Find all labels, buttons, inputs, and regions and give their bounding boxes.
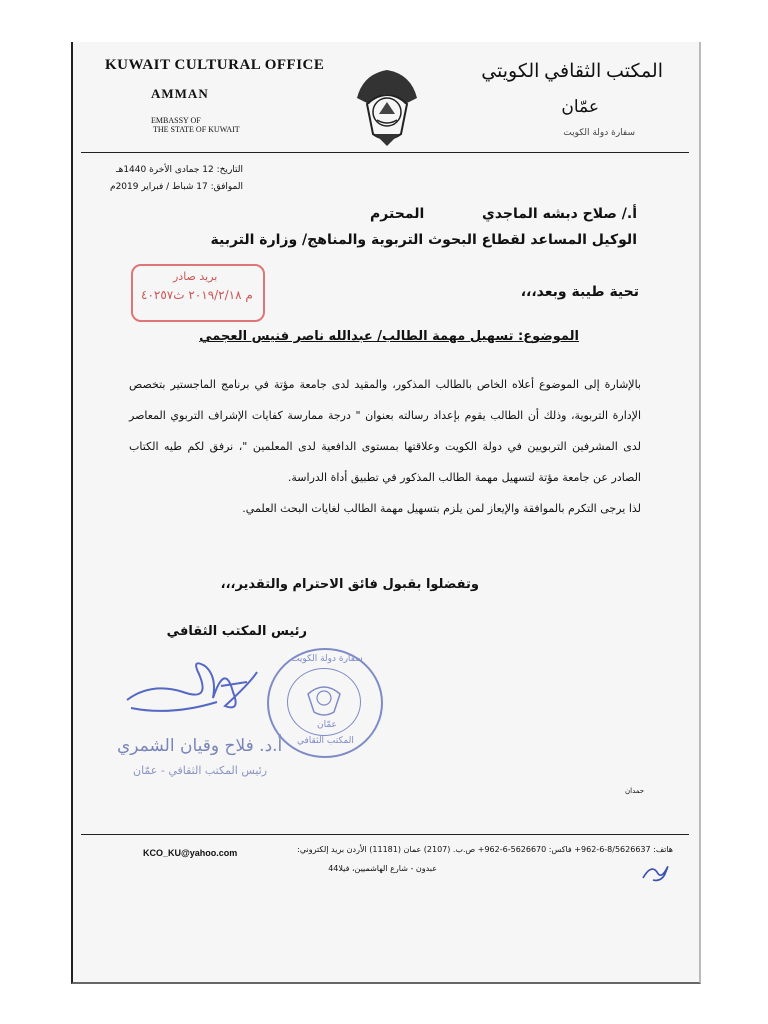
addressee-name: أ./ صلاح دبشه الماجدي [482, 206, 637, 222]
header-divider [81, 152, 689, 153]
english-city: AMMAN [151, 86, 209, 101]
date-label: التاريخ: [216, 165, 243, 175]
addressee-line [370, 206, 637, 222]
kuwait-emblem-icon [353, 64, 421, 148]
english-org-title: KUWAIT CULTURAL OFFICE [105, 57, 325, 73]
seal-top-text: سفارة دولة الكويت [291, 654, 363, 664]
official-seal [267, 648, 383, 758]
english-embassy-line2: THE STATE OF KUWAIT [153, 125, 240, 134]
date-value: 12 جمادى الأخرة 1440هـ [115, 165, 214, 175]
typist-initials: حمدان [625, 787, 645, 795]
signer-name: أ.د. فلاح وقيان الشمري [117, 736, 283, 756]
addressee-title: الوكيل المساعد لقطاع البحوث التربوية والمناهج/ وزارة التربية [210, 232, 637, 248]
date-line [116, 165, 243, 175]
greeting: تحية طيبة وبعد،،، [520, 284, 639, 300]
footer-email: KCO_KU@yahoo.com [143, 848, 238, 858]
corresponding-label: الموافق: [210, 182, 243, 192]
signer-subtitle: رئيس المكتب الثقافي - عمّان [133, 764, 268, 777]
footer-contact: هاتف: 8/5626637-6-962+ فاكس: 5626670-6-962+ ص.ب. (2107) عمان (11181) الأردن بريد إلكتروني: [297, 845, 673, 854]
initial-scribble-icon [641, 862, 671, 884]
handwritten-signature-icon [121, 652, 261, 724]
english-embassy-line1: EMBASSY OF [151, 116, 201, 125]
footer-address: عبدون - شارع الهاشميين، فيلا44 [328, 864, 437, 873]
arabic-city: عمّان [561, 97, 599, 116]
signer-title: رئيس المكتب الثقافي [166, 624, 307, 639]
addressee-honorific: المحترم [370, 206, 425, 222]
footer-divider [81, 834, 689, 835]
stamp-label: بريد صادر [173, 270, 218, 283]
closing-line: وتفضلوا بقبول فائق الاحترام والتقدير،،، [220, 577, 479, 592]
corresponding-value: 17 شباط / فبراير 2019م [109, 182, 208, 192]
seal-center-text: عمّان [317, 720, 337, 730]
arabic-org-title: المكتب الثقافي الكويتي [481, 61, 663, 82]
letter-page [71, 42, 701, 984]
arabic-embassy: سفارة دولة الكويت [563, 128, 635, 138]
body-paragraph-2: لذا يرجى التكرم بالموافقة والإيعاز لمن يلزم بتسهيل مهمة الطالب لغايات البحث العلمي. [242, 502, 641, 515]
subject-line: الموضوع: تسهيل مهمة الطالب/ عبدالله ناصر فنيس العجمي [199, 329, 579, 344]
seal-emblem-icon [305, 678, 343, 718]
seal-bottom-text: المكتب الثقافي [297, 736, 354, 746]
stamp-value: م ٢٠١٩/٢/١٨ ث٤٠٢٥٧ [141, 288, 253, 302]
letter-body [129, 369, 641, 524]
body-paragraph-1: بالإشارة إلى الموضوع أعلاه الخاص بالطالب المذكور، والمقيد لدى جامعة مؤتة في برنامج الماجستير بتخصص الإدارة التربوية، وذلك أن الطالب يقوم بإعداد رسالته بعنوان " درجة ممارسة كفايات الإشراف التربوي المعاصر لدى المشرفين التربويين في دولة الكويت وعلاقتها بمستوى الدافعية لدى المعلمين "، نرفق لكم طيه الكتاب الصادر عن جامعة مؤتة لتسهيل مهمة الطالب المذكور في تطبيق أداة الدراسة. [129, 378, 641, 484]
outgoing-mail-stamp [131, 264, 265, 322]
corresponding-date-line [110, 182, 243, 192]
